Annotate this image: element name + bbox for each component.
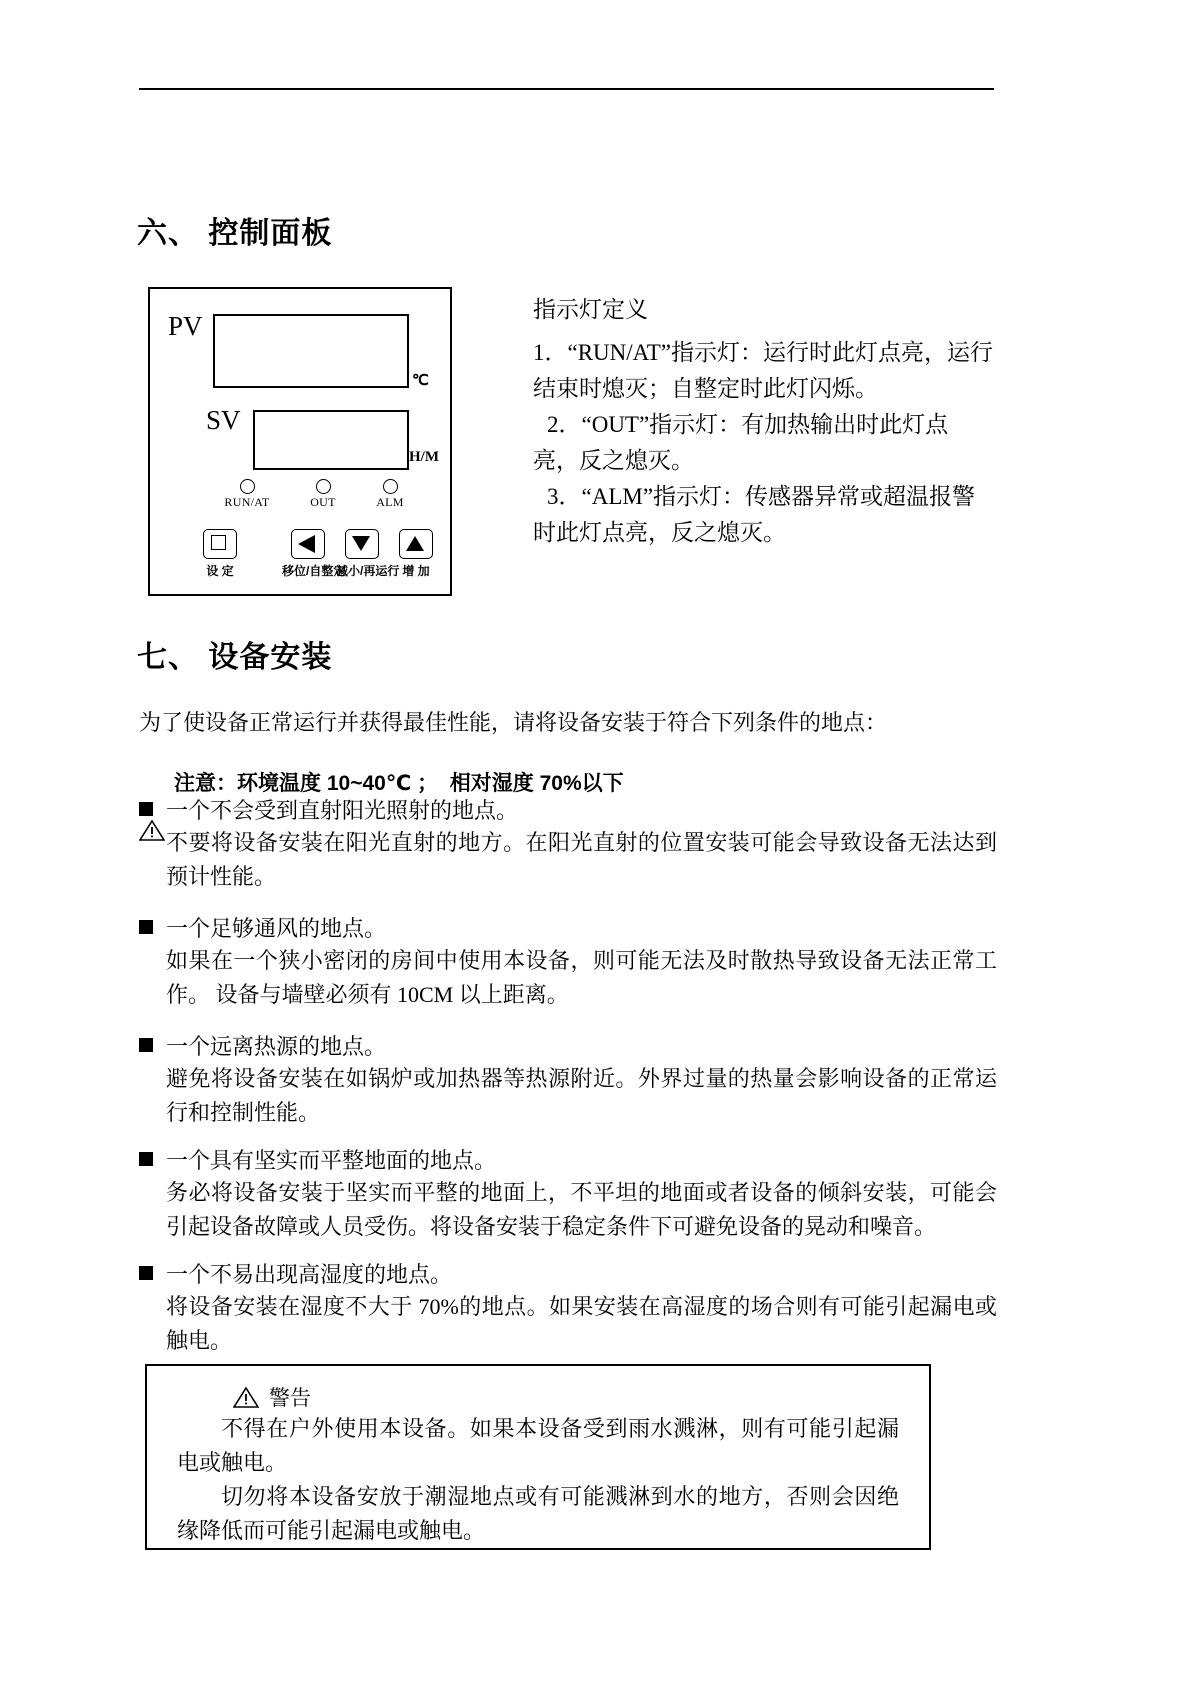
bullet-title: 一个足够通风的地点。 <box>166 916 387 941</box>
bullet-title: 一个具有坚实而平整地面的地点。 <box>166 1148 497 1173</box>
bullet-title-row <box>139 795 997 826</box>
warning-box <box>145 1364 931 1550</box>
square-bullet-icon <box>139 802 153 816</box>
warning-title-row <box>233 1382 899 1412</box>
bullet-title: 一个不易出现高湿度的地点。 <box>166 1262 453 1287</box>
led-definition-alm: 3．“ALM”指示灯：传感器异常或超温报警时此灯点亮，反之熄灭。 <box>533 484 976 545</box>
bullet-title: 一个远离热源的地点。 <box>166 1034 387 1059</box>
led-dot-icon <box>316 479 331 494</box>
key-label: 移位/自整定 <box>282 564 346 578</box>
led-definitions-title: 指示灯定义 <box>533 297 648 322</box>
led-definition-run-at: 1．“RUN/AT”指示灯：运行时此灯点亮，运行结束时熄灭；自整定时此灯闪烁。 <box>533 340 993 401</box>
led-definition-out: 2．“OUT”指示灯：有加热输出时此灯点亮，反之熄灭。 <box>533 412 949 473</box>
key-shift-autotune <box>282 529 346 579</box>
key-set <box>194 529 246 579</box>
led-dot-icon <box>240 479 255 494</box>
triangle-up-icon <box>399 529 433 559</box>
bullet-item-sunlight <box>139 795 997 894</box>
caution-text: 注意：环境温度 10~40℃ ； 相对湿度 70%以下 <box>174 772 624 795</box>
led-label: RUN/AT <box>224 495 270 509</box>
square-bullet-icon <box>139 1266 153 1280</box>
header-rule <box>139 88 994 90</box>
led-label: ALM <box>376 495 404 509</box>
sv-display-box <box>253 410 409 470</box>
bullet-title-row <box>139 913 997 944</box>
hour-minute-unit-label: H/M <box>409 449 439 465</box>
bullet-item-ventilation <box>139 913 997 1012</box>
bullet-item-solid-floor <box>139 1145 997 1244</box>
celsius-unit-label: ℃ <box>412 373 429 389</box>
led-alm <box>350 479 430 510</box>
bullet-title-row <box>139 1259 997 1290</box>
bullet-body: 将设备安装在湿度不大于 70%的地点。如果安装在高湿度的场合则有可能引起漏电或触电。 <box>166 1294 997 1353</box>
warning-paragraph-moisture: 切勿将本设备安放于潮湿地点或有可能溅淋到水的地方，否则会因绝缘降低而可能引起漏电或触电。 <box>177 1484 899 1543</box>
pv-display-box <box>213 314 409 388</box>
bullet-body: 如果在一个狭小密闭的房间中使用本设备，则可能无法及时散热导致设备无法正常工作。 设备与墙壁必须有 10CM 以上距离。 <box>166 948 997 1007</box>
pv-label: PV <box>168 311 203 341</box>
control-panel-diagram <box>148 287 452 596</box>
warning-triangle-icon <box>139 771 165 794</box>
key-increase <box>390 529 442 579</box>
bullet-body: 务必将设备安装于坚实而平整的地面上，不平坦的地面或者设备的倾斜安装，可能会引起设备故障或人员受伤。将设备安装于稳定条件下可避免设备的晃动和噪音。 <box>166 1180 997 1239</box>
key-label: 设 定 <box>206 564 234 578</box>
led-run-at <box>207 479 287 510</box>
bullet-title-row <box>139 1031 997 1062</box>
triangle-down-icon <box>345 529 379 559</box>
bullet-item-heat-source <box>139 1031 997 1130</box>
bullet-body: 不要将设备安装在阳光直射的地方。在阳光直射的位置安装可能会导致设备无法达到预计性能。 <box>166 830 997 889</box>
bullet-body: 避免将设备安装在如锅炉或加热器等热源附近。外界过量的热量会影响设备的正常运行和控制性能。 <box>166 1066 997 1125</box>
square-bullet-icon <box>139 1152 153 1166</box>
bullet-item-humidity <box>139 1259 997 1358</box>
bullet-title: 一个不会受到直射阳光照射的地点。 <box>166 798 519 823</box>
triangle-left-icon <box>291 529 325 559</box>
warning-title: 警告 <box>269 1386 311 1410</box>
led-dot-icon <box>383 479 398 494</box>
warning-paragraph-outdoor: 不得在户外使用本设备。如果本设备受到雨水溅淋，则有可能引起漏电或触电。 <box>177 1416 899 1475</box>
sv-label: SV <box>206 405 241 435</box>
key-label: 增 加 <box>402 564 430 578</box>
page-title-installation: 七、 设备安装 <box>137 641 333 674</box>
page-title-control-panel: 六、 控制面板 <box>137 217 333 250</box>
caution-notice <box>139 767 624 797</box>
square-bullet-icon <box>139 1038 153 1052</box>
led-label: OUT <box>310 495 336 509</box>
square-bullet-icon <box>139 920 153 934</box>
installation-intro-text: 为了使设备正常运行并获得最佳性能，请将设备安装于符合下列条件的地点： <box>139 710 888 735</box>
key-label: 减小/再运行 <box>336 564 400 578</box>
key-decrease-rerun <box>336 529 400 579</box>
bullet-title-row <box>139 1145 997 1176</box>
set-squares-icon <box>203 529 237 559</box>
warning-triangle-icon <box>233 1386 259 1409</box>
